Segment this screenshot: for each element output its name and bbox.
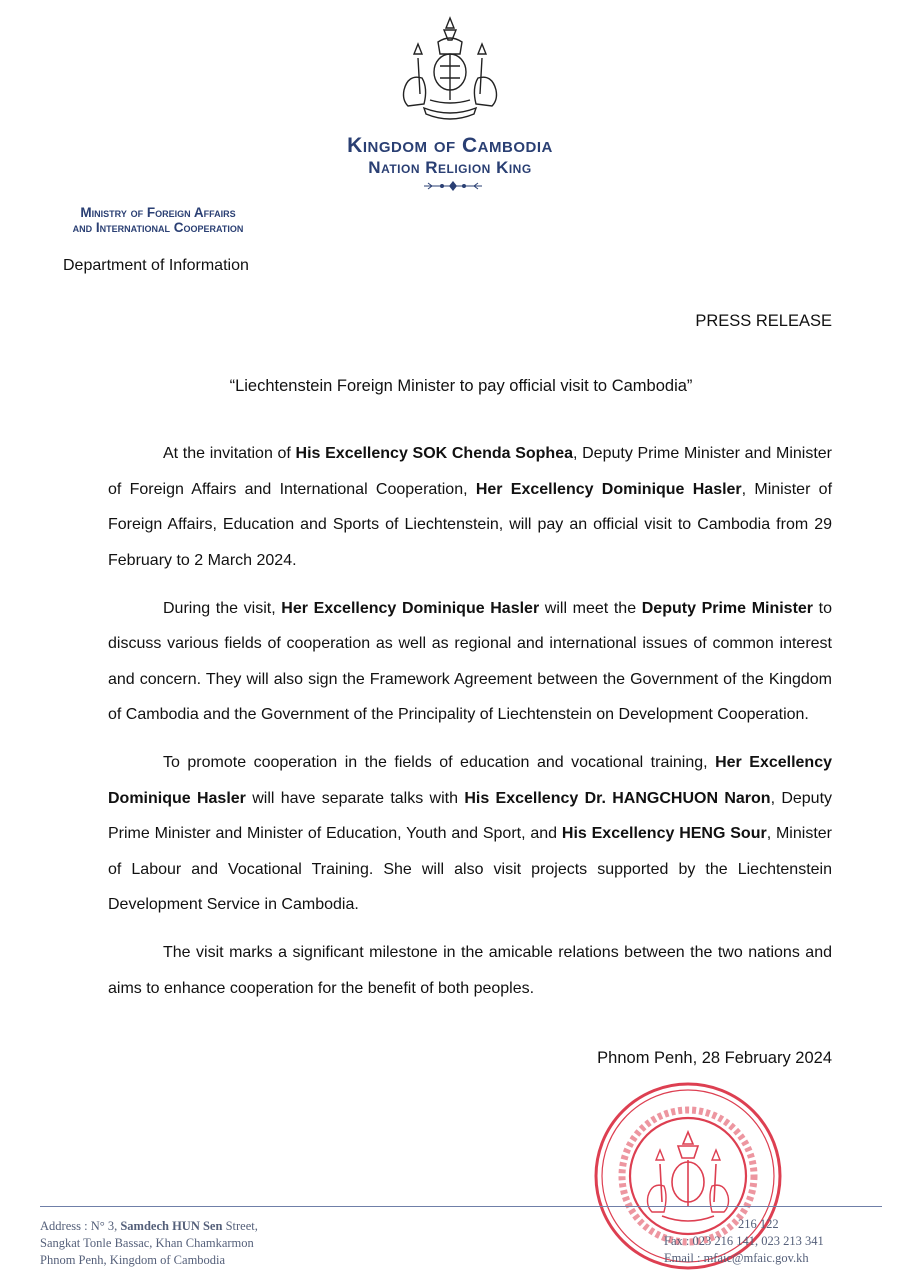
text-run: At the invitation of [163,445,296,462]
bold-text-run: His Excellency Dr. HANGCHUON Naron [464,789,771,807]
dateline: Phnom Penh, 28 February 2024 [597,1049,832,1067]
body-paragraph [108,935,832,1006]
body-paragraph [108,591,832,733]
bold-text-run: Her Excellency Dominique Hasler [281,599,540,617]
address-line-2: Sangkat Tonle Bassac, Khan Chamkarmon [40,1236,254,1250]
national-motto: Nation Religion King [368,158,532,177]
address-line-3: Phnom Penh, Kingdom of Cambodia [40,1253,226,1267]
press-release-title: “Liechtenstein Foreign Minister to pay official visit to Cambodia” [229,377,693,395]
bold-text-run: Her Excellency Dominique Hasler [108,754,832,807]
text-run: The visit marks a significant milestone in the amicable relations between the two nations and aims to enhance cooperation for the benefit of both peoples. [108,944,832,997]
footer-address [40,1218,258,1269]
bold-text-run: His Excellency HENG Sour [561,825,767,842]
address-line-1: Address : N° 3, Samdech HUN Sen Street, [40,1219,258,1233]
text-run: will meet the [539,599,642,617]
ministry-line-1: Ministry of Foreign Affairs [80,205,236,220]
bold-text-run: Her Excellency Dominique Hasler [475,480,742,498]
body-paragraph [108,745,832,923]
contact-email: Email : mfaic@mfaic.gov.kh [664,1251,809,1265]
ministry-line-2: and International Cooperation [72,220,244,235]
footer-contact [664,1216,824,1267]
contact-fax: Fax : 023 216 141, 023 213 341 [664,1234,824,1248]
bold-text-run: His Excellency SOK Chenda Sophea [295,445,573,462]
text-run: to discuss various fields of cooperation as well as regional and international issues of common interest and concern. They will also sign the Framework Agreement between the Government of the Kingdom of Cambodia and the Government of the Principality of Liechtenstein on Development Cooperation. [108,599,833,723]
text-run: , Minister of Labour and Vocational Training. She will also visit projects supported by the Liechtenstein Development Service in Cambodia. [108,825,832,913]
contact-tel: 216 122 [738,1217,779,1231]
ornament-divider-icon [422,180,484,192]
bold-text-run: Deputy Prime Minister [641,599,814,617]
body-paragraph [108,436,832,578]
press-release-body [108,436,832,1019]
text-run: will have separate talks with [245,789,465,807]
text-run: , Minister of Foreign Affairs, Education and Sports of Liechtenstein, will pay an official visit to Cambodia from 29 February to 2 March 2024. [108,480,833,569]
text-run: To promote cooperation in the fields of education and vocational training, [163,754,716,771]
document-type-label: PRESS RELEASE [695,312,832,330]
text-run: , Deputy Prime Minister and Minister of Education, Youth and Sport, and [108,789,833,842]
text-run: During the visit, [163,599,282,617]
department-name: Department of Information [63,257,249,274]
text-run: , Deputy Prime Minister and Minister of Foreign Affairs and International Cooperation, [108,445,832,498]
footer-divider [40,1206,882,1207]
royal-crest-icon [394,14,506,126]
ministry-name [28,205,288,235]
country-name: Kingdom of Cambodia [347,134,553,157]
